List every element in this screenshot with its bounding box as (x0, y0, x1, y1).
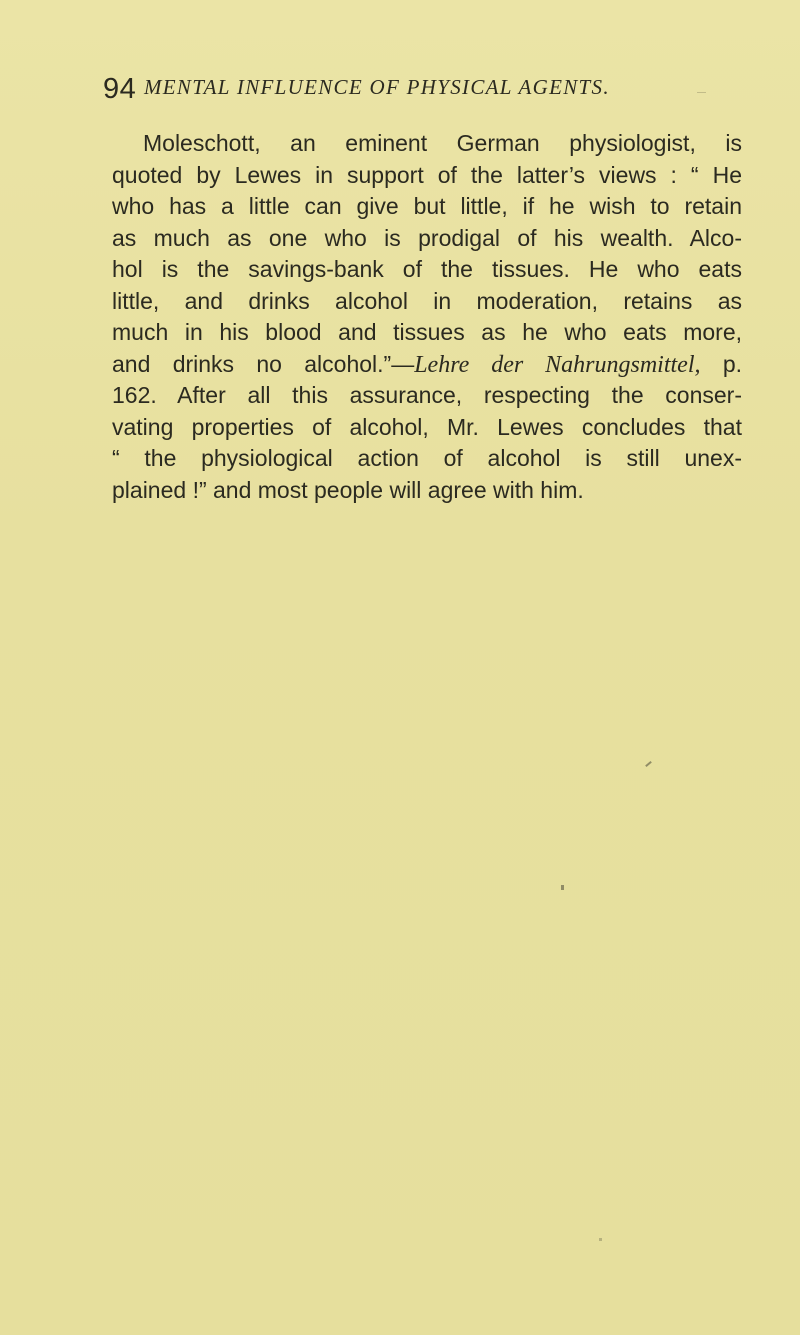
text-line: Moleschott, an eminent German physiologist, is (143, 130, 742, 156)
text-line: as much as one who is prodigal of his wealth. Alco- (112, 224, 742, 251)
text-line: little, and drinks alcohol in moderation, retains as (112, 287, 742, 314)
text-line-citation (112, 349, 742, 381)
text-line: 162. After all this assurance, respecting the conser- (112, 382, 742, 408)
text-line: “ the physiological action of alcohol is still unex- (112, 445, 742, 471)
text-line: quoted by Lewes in support of the latter’s views : “ He (112, 161, 742, 188)
text-line: hol is the savings-bank of the tissues. He who eats (112, 256, 742, 282)
text-line: vating properties of alcohol, Mr. Lewes concludes that (112, 413, 742, 440)
scan-speck (599, 1238, 602, 1241)
text-line: plained !” and most people will agree with him. (112, 476, 584, 503)
scan-speck (645, 761, 652, 767)
citation-text-after: p. (700, 350, 742, 377)
citation-title: Lehre der Nahrungsmittel, (414, 351, 701, 378)
running-head: MENTAL INFLUENCE OF PHYSICAL AGENTS. (144, 75, 610, 99)
text-line: who has a little can give but little, if he wish to retain (112, 193, 742, 219)
body-paragraph (112, 128, 742, 506)
page-header (103, 68, 723, 112)
scan-speck (561, 885, 564, 890)
text-line: much in his blood and tissues as he who eats more, (112, 319, 742, 345)
page-number: 94 (103, 73, 137, 105)
citation-text-before: and drinks no alcohol.”— (112, 350, 415, 377)
scan-speck (697, 92, 706, 93)
